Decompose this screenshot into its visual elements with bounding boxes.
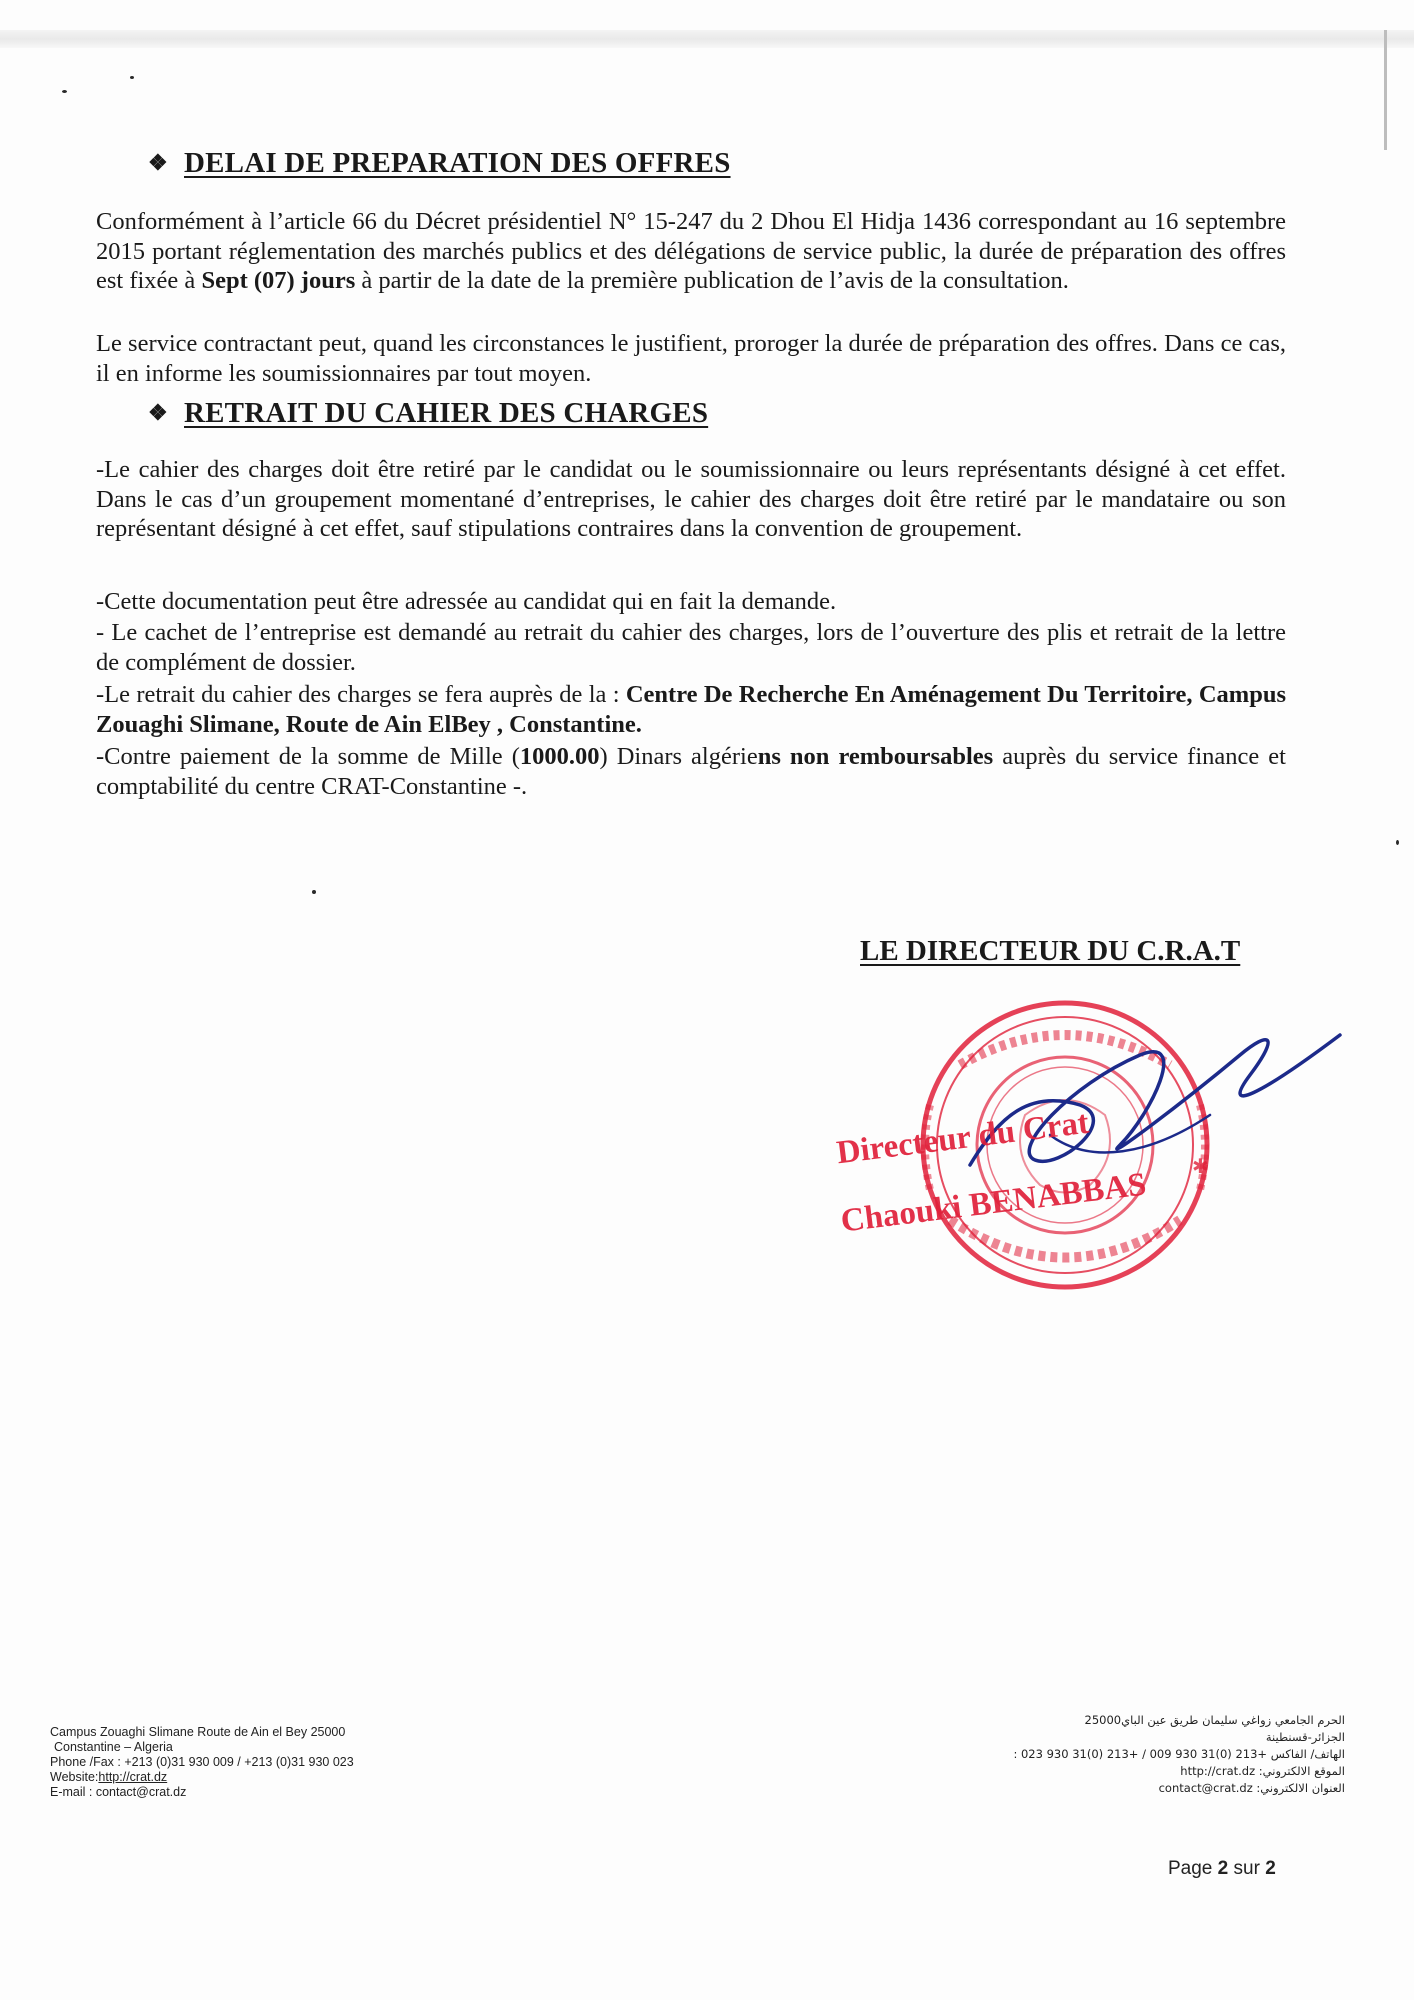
scan-speck bbox=[130, 76, 134, 79]
scan-speck bbox=[1396, 840, 1399, 845]
diamond-bullet-icon: ❖ bbox=[148, 400, 168, 425]
website-link[interactable]: http://crat.dz bbox=[98, 1770, 168, 1784]
footer-address-ar: الحرم الجامعي زواغي سليمان طريق عين الباي25000 الجزائر-قسنطينة الهاتف/ الفاكس +213 (0)31 930 009 / +213 (0)31 930 023 : الموقع الالكتروني: http://crat.dz العنوان الالكتروني: contact@crat.dz bbox=[1013, 1713, 1345, 1795]
scan-edge-mark bbox=[1384, 30, 1387, 150]
diamond-bullet-icon: ❖ bbox=[148, 150, 168, 175]
paragraph-retrait-paiement: -Contre paiement de la somme de Mille (1000.00) Dinars algériens non remboursables auprès du service finance et comptabilité du centre CRAT-Constantine -. bbox=[96, 743, 1286, 800]
paragraph-retrait-cachet: - Le cachet de l’entreprise est demandé au retrait du cahier des charges, lors de l’ouverture des plis et retrait de la lettre de complément de dossier. bbox=[96, 619, 1286, 676]
paragraph-delai-prorogation: Le service contractant peut, quand les circonstances le justifient, proroger la durée de préparation des offres. Dans ce cas, il en informe les soumissionnaires par tout moyen. bbox=[96, 330, 1286, 387]
svg-text:✱: ✱ bbox=[1192, 1154, 1209, 1178]
footer-address-fr: Campus Zouaghi Slimane Route de Ain el Bey 25000 Constantine – Algeria Phone /Fax : +213 (0)31 930 009 / +213 (0)31 930 023 Website:http://crat.dz E-mail : contact@crat.dz bbox=[50, 1725, 354, 1799]
scan-top-shadow bbox=[0, 30, 1414, 48]
page-number: Page 2 sur 2 bbox=[1168, 1858, 1276, 1879]
paragraph-retrait-lieu: -Le retrait du cahier des charges se fera auprès de la : Centre De Recherche En Aménagement Du Territoire, Campus Zouaghi Slimane, Route de Ain ElBey , Constantine. bbox=[96, 681, 1286, 738]
stamp-text-title: Directeur du Crat bbox=[834, 1104, 1091, 1172]
director-title: LE DIRECTEUR DU C.R.A.T bbox=[860, 935, 1241, 967]
paragraph-retrait-candidat: -Le cahier des charges doit être retiré par le candidat ou le soumissionnaire ou leurs représentants désigné à cet effet. Dans le cas d’un groupement momentané d’entreprises, le cahier des charges doit être retiré par le mandataire ou son représentant désigné à cet effet, sauf stipulations contraires dans la convention de groupement. bbox=[96, 456, 1286, 542]
official-stamp bbox=[820, 995, 1380, 1325]
section-title-delai: ❖ DELAI DE PREPARATION DES OFFRES bbox=[148, 147, 731, 179]
section-title-retrait: ❖ RETRAIT DU CAHIER DES CHARGES bbox=[148, 397, 709, 429]
scan-speck bbox=[62, 90, 67, 93]
paragraph-retrait-documentation: -Cette documentation peut être adressée au candidat qui en fait la demande. bbox=[96, 588, 837, 615]
scan-speck bbox=[312, 890, 316, 894]
stamp-text-name: Chaouki BENABBAS bbox=[838, 1166, 1149, 1240]
paragraph-delai-article: Conformément à l’article 66 du Décret présidentiel N° 15-247 du 2 Dhou El Hidja 1436 correspondant au 16 septembre 2015 portant réglementation des marchés publics et des délégations de service public, la durée de préparation des offres est fixée à Sept (07) jours à partir de la date de la première publication de l’avis de la consultation. bbox=[96, 208, 1286, 294]
